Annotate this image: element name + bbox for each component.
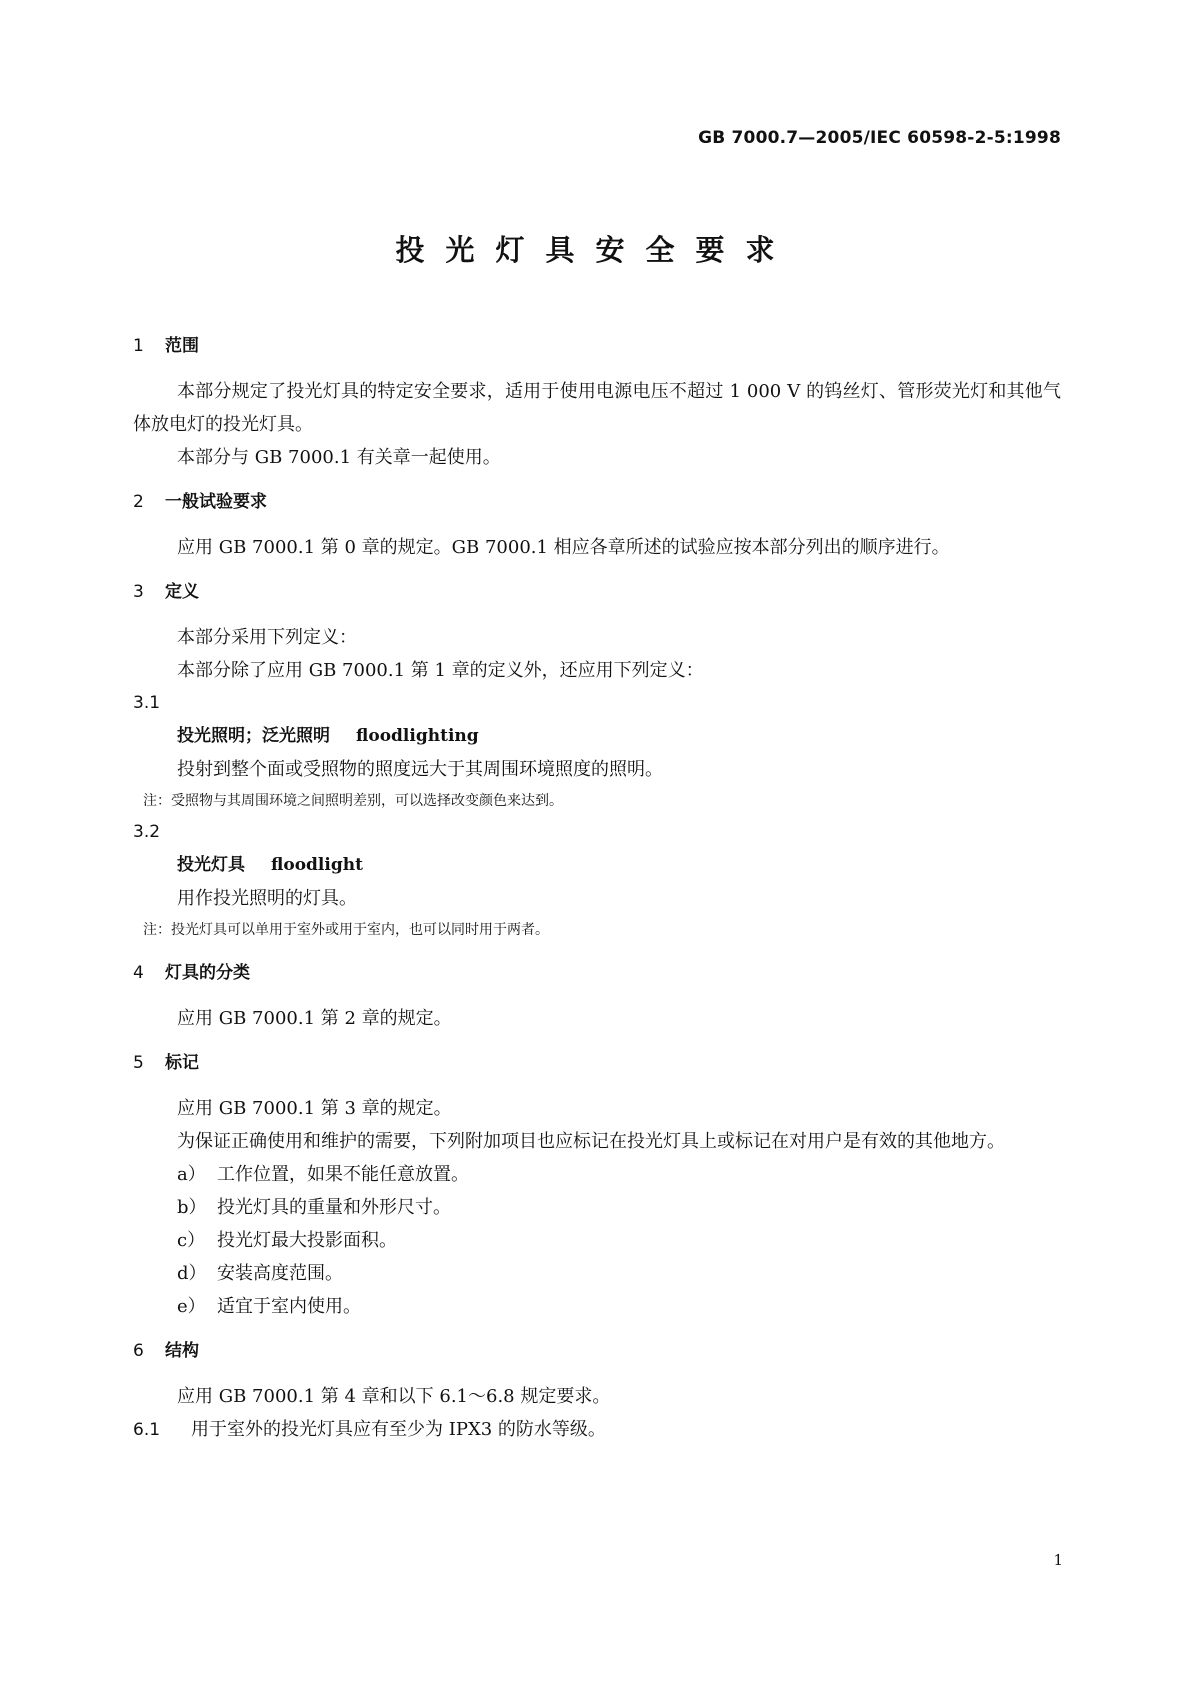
list-text: 安装高度范围。 [217,1263,343,1284]
list-item [133,1257,1061,1290]
standard-code: GB 7000.7—2005/IEC 60598-2-5:1998 [698,128,1061,148]
list-text: 适宜于室内使用。 [217,1296,361,1317]
paragraph: 本部分与 GB 7000.1 有关章一起使用。 [177,447,501,468]
list-text: 投光灯最大投影面积。 [217,1230,397,1251]
document-body [133,330,1061,1447]
definition-term [133,849,1061,882]
term-english: floodlight [271,855,363,875]
note: 注：投光灯具可以单用于室外或用于室内，也可以同时用于两者。 [143,922,549,938]
page-number: 1 [1053,1551,1063,1569]
paragraph: 本部分除了应用 GB 7000.1 第 1 章的定义外，还应用下列定义： [177,660,704,681]
paragraph: 本部分规定了投光灯具的特定安全要求，适用于使用电源电压不超过 1 000 V 的钨丝灯、管形荧光灯和其他气体放电灯的投光灯具。 [133,381,1061,435]
definition-text: 投射到整个面或受照物的照度远大于其周围环境照度的照明。 [177,759,663,780]
section-number: 3 [133,582,144,602]
section-number: 6 [133,1341,144,1361]
paragraph: 应用 GB 7000.1 第 0 章的规定。GB 7000.1 相应各章所述的试验应按本部分列出的顺序进行。 [177,537,950,558]
section-title: 灯具的分类 [165,963,250,983]
definition-text: 用作投光照明的灯具。 [177,888,357,909]
section-number: 2 [133,492,144,512]
section-3-heading [133,576,1061,609]
section-5-heading [133,1047,1061,1080]
section-6-heading [133,1335,1061,1368]
term-chinese: 投光照明；泛光照明 [177,726,330,746]
subsection-number: 3.1 [133,693,161,713]
list-item [133,1290,1061,1323]
paragraph: 本部分采用下列定义： [177,627,357,648]
section-2-heading [133,486,1061,519]
section-title: 范围 [165,336,199,356]
paragraph: 应用 GB 7000.1 第 2 章的规定。 [177,1008,452,1029]
section-title: 一般试验要求 [165,492,267,512]
list-label: c） [177,1230,206,1251]
list-text: 投光灯具的重量和外形尺寸。 [217,1197,451,1218]
paragraph: 应用 GB 7000.1 第 3 章的规定。 [177,1098,452,1119]
document-title: 投光灯具安全要求 [395,233,796,267]
definition-term [133,720,1061,753]
section-title: 结构 [165,1341,199,1361]
subsection-number: 6.1 [133,1420,161,1440]
section-number: 5 [133,1053,144,1073]
term-chinese: 投光灯具 [177,855,245,875]
list-item [133,1224,1061,1257]
list-label: e） [177,1296,206,1317]
list-item [133,1191,1061,1224]
section-1-heading [133,330,1061,363]
subsection-text: 用于室外的投光灯具应有至少为 IPX3 的防水等级。 [191,1419,606,1440]
section-title: 定义 [165,582,199,602]
section-title: 标记 [165,1053,199,1073]
subsection-6-1 [133,1413,1061,1447]
term-english: floodlighting [356,726,479,746]
section-number: 1 [133,336,144,356]
list-label: b） [177,1197,207,1218]
list-text: 工作位置，如果不能任意放置。 [217,1164,469,1185]
section-4-heading [133,957,1061,990]
paragraph: 应用 GB 7000.1 第 4 章和以下 6.1～6.8 规定要求。 [177,1386,611,1407]
list-item [133,1158,1061,1191]
note: 注：受照物与其周围环境之间照明差别，可以选择改变颜色来达到。 [143,793,563,809]
subsection-number: 3.2 [133,822,161,842]
list-label: d） [177,1263,207,1284]
paragraph: 为保证正确使用和维护的需要，下列附加项目也应标记在投光灯具上或标记在对用户是有效的其他地方。 [177,1131,1005,1152]
list-label: a） [177,1164,206,1185]
section-number: 4 [133,963,144,983]
